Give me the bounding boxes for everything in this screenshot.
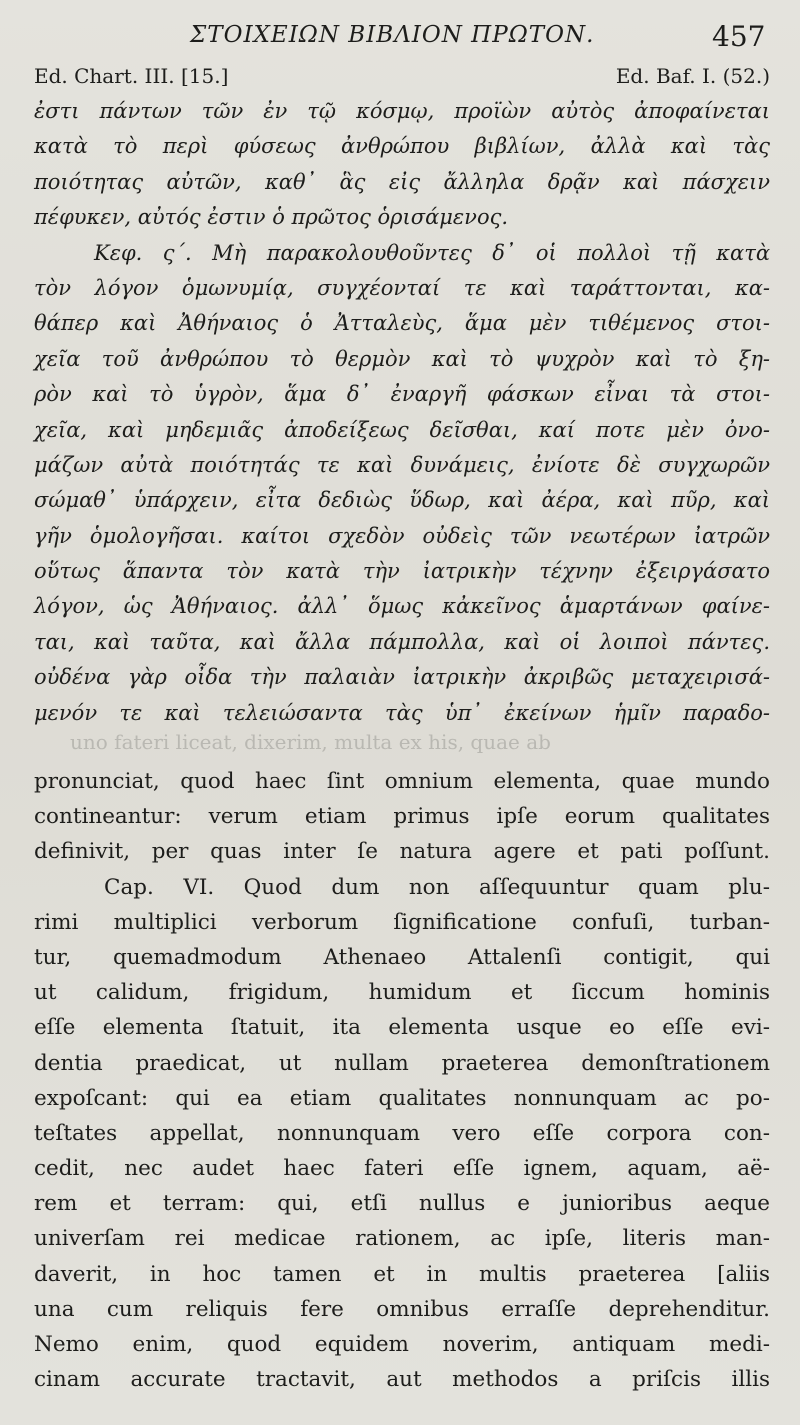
greek-line: ται, καὶ ταῦτα, καὶ ἄλλα πάμπολλα, καὶ οἱ λοιποὶ πάντες. bbox=[34, 629, 770, 654]
latin-line: eſſe elementa ſtatuit, ita elementa usque eo eſſe evi- bbox=[34, 1015, 770, 1041]
latin-line: Cap. VI. Quod dum non aſſequuntur quam plu- bbox=[104, 874, 770, 900]
latin-line: tur, quemadmodum Athenaeo Attalenſi contigit, qui bbox=[34, 944, 770, 970]
greek-line: σώμαθ᾽ ὑπάρχειν, εἶτα δεδιὼς ὕδωρ, καὶ ἀέρα, καὶ πῦρ, καὶ bbox=[34, 488, 770, 513]
latin-line: rimi multiplici verborum ſignificatione confuſi, turban- bbox=[34, 909, 770, 935]
greek-line: ἐστι πάντων τῶν ἐν τῷ κόσμῳ, προϊὼν αὐτὸς ἀποφαίνεται bbox=[34, 99, 770, 123]
greek-line: μάζων αὐτὰ ποιότητάς τε καὶ δυνάμεις, ἐνίοτε δὲ συγχωρῶν bbox=[34, 452, 770, 477]
latin-line: ut calidum, frigidum, humidum et ſiccum hominis bbox=[34, 980, 770, 1006]
greek-line: θάπερ καὶ Ἀθήναιος ὁ Ἀτταλεὺς, ἅμα μὲν τιθέμενος στοι- bbox=[34, 311, 770, 336]
greek-line: Κεφ. ς΄. Μὴ παρακολουθοῦντες δ᾽ οἱ πολλοὶ τῇ κατὰ bbox=[94, 240, 770, 265]
greek-line: οὕτως ἅπαντα τὸν κατὰ τὴν ἰατρικὴν τέχνην ἐξειργάσατο bbox=[34, 559, 770, 584]
edition-references bbox=[34, 64, 770, 92]
page-number: 457 bbox=[712, 20, 766, 53]
greek-line: λόγον, ὡς Ἀθήναιος. ἀλλ᾽ ὅμως κἀκεῖνος ἁμαρτάνων φαίνε- bbox=[34, 594, 770, 619]
latin-line: univerſam rei medicae rationem, ac ipſe, literis man- bbox=[34, 1226, 770, 1252]
latin-line: Nemo enim, quod equidem noverim, antiquam medi- bbox=[34, 1332, 770, 1357]
greek-line: ποιότητας αὐτῶν, καθ᾽ ἃς εἰς ἄλληλα δρᾷν καὶ πάσχειν bbox=[34, 169, 770, 194]
greek-line: χεῖα τοῦ ἀνθρώπου τὸ θερμὸν καὶ τὸ ψυχρὸν καὶ τὸ ξη- bbox=[34, 346, 770, 371]
latin-text-block bbox=[34, 764, 770, 1397]
greek-line: κατὰ τὸ περὶ φύσεως ἀνθρώπου βιβλίων, ἀλλὰ καὶ τὰς bbox=[34, 134, 770, 159]
latin-line: pronunciat, quod haec ſint omnium elementa, quae mundo bbox=[34, 769, 770, 794]
latin-line: una cum reliquis fere omnibus erraſſe deprehenditur. bbox=[34, 1296, 770, 1322]
latin-line: teſtates appellat, nonnunquam vero eſſe corpora con- bbox=[34, 1120, 770, 1146]
edition-bas-ref: Ed. Baf. I. (52.) bbox=[615, 64, 770, 88]
edition-chart-ref: Ed. Chart. III. [15.] bbox=[34, 64, 229, 88]
greek-line: πέφυκεν, αὐτός ἐστιν ὁ πρῶτος ὁρισάμενος. bbox=[34, 205, 509, 230]
latin-line: cinam accurate tractavit, aut methodos a priſcis illis bbox=[34, 1367, 770, 1393]
latin-line: daverit, in hoc tamen et in multis praeterea [aliis bbox=[34, 1261, 770, 1287]
greek-line: μενόν τε καὶ τελειώσαντα τὰς ὑπ᾽ ἐκείνων ἡμῖν παραδο- bbox=[34, 700, 770, 725]
latin-line: contineantur: verum etiam primus ipſe eorum qualitates bbox=[34, 804, 770, 830]
greek-line: ρὸν καὶ τὸ ὑγρὸν, ἅμα δ᾽ ἐναργῆ φάσκων εἶναι τὰ στοι- bbox=[34, 382, 770, 407]
bleed-through-line: uno fateri liceat, dixerim, multa ex his, quae ab bbox=[70, 730, 551, 754]
running-title: ΣΤΟΙΧΕΙΩΝ ΒΙΒΛΙΟΝ ΠΡΩΤΟΝ. bbox=[190, 22, 595, 48]
latin-line: expoſcant: qui ea etiam qualitates nonnunquam ac po- bbox=[34, 1085, 770, 1111]
greek-line: γῆν ὁμολογῆσαι. καίτοι σχεδὸν οὐδεὶς τῶν νεωτέρων ἰατρῶν bbox=[34, 523, 770, 548]
greek-line: τὸν λόγον ὁμωνυμίᾳ, συγχέονταί τε καὶ ταράττονται, κα- bbox=[34, 275, 770, 300]
greek-line: χεῖα, καὶ μηδεμιᾶς ἀποδείξεως δεῖσθαι, καί ποτε μὲν ὀνο- bbox=[34, 417, 770, 442]
greek-line: οὐδένα γὰρ οἶδα τὴν παλαιὰν ἰατρικὴν ἀκριβῶς μεταχειρισά- bbox=[34, 665, 770, 690]
latin-line: definivit, per quas inter ſe natura agere et pati poſſunt. bbox=[34, 839, 770, 865]
running-head bbox=[0, 20, 800, 60]
latin-line: rem et terram: qui, etſi nullus e junioribus aeque bbox=[34, 1191, 770, 1217]
latin-line: dentia praedicat, ut nullam praeterea demonſtrationem bbox=[34, 1050, 770, 1076]
greek-text-block bbox=[34, 94, 770, 731]
latin-line: cedit, nec audet haec fateri eſſe ignem, aquam, aë- bbox=[34, 1156, 770, 1182]
